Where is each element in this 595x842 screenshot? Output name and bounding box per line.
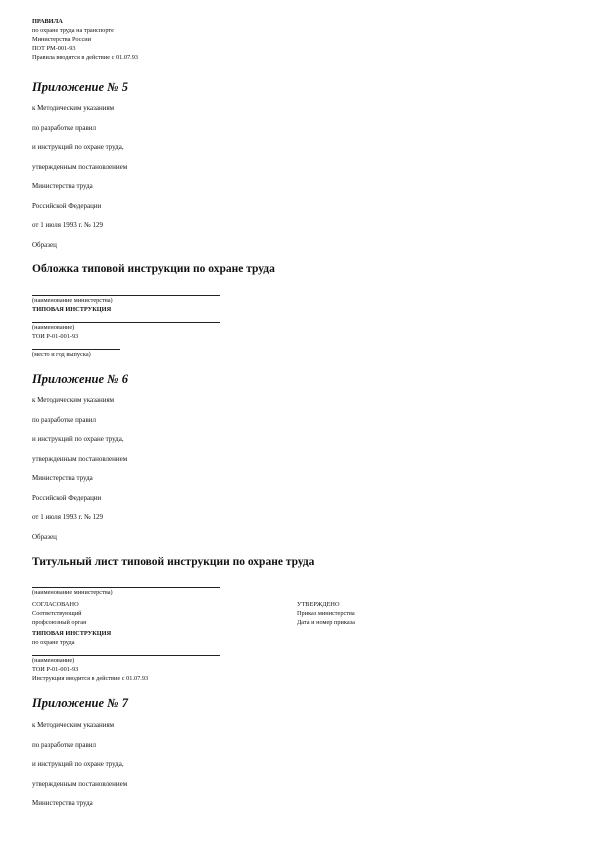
appendix-basis-line: к Методическим указаниям <box>32 396 115 404</box>
form-caption: (наименование) <box>32 324 75 331</box>
form-doc-type: ТИПОВАЯ ИНСТРУКЦИЯ <box>32 306 112 313</box>
appendix-basis-line: Министерства труда <box>32 474 93 482</box>
appendix-basis-line: утвержденным постановлением <box>32 780 128 788</box>
appendix-basis-line: к Методическим указаниям <box>32 721 115 729</box>
form-rule <box>32 295 220 296</box>
agreed-label: СОГЛАСОВАНО <box>32 601 79 608</box>
appendix-basis-line: утвержденным постановлением <box>32 163 128 171</box>
header-line: Министерства России <box>32 36 91 43</box>
agreed-line: профсоюзный орган <box>32 619 87 626</box>
approved-line: Приказ министерства <box>297 610 355 617</box>
form-effective: Инструкция вводится в действие с 01.07.93 <box>32 675 149 682</box>
sample-label: Образец <box>32 241 57 249</box>
form-caption: (наименование министерства) <box>32 589 113 596</box>
appendix-basis-line: по разработке правил <box>32 124 96 132</box>
appendix-title: Приложение № 7 <box>32 696 128 710</box>
appendix-basis-line: Министерства труда <box>32 799 93 807</box>
section-heading: Титульный лист типовой инструкции по охране труда <box>32 556 315 568</box>
appendix-basis-line: по разработке правил <box>32 416 96 424</box>
header-line: Правила вводятся в действие с 01.07.93 <box>32 54 138 61</box>
form-rule <box>32 349 120 350</box>
appendix-basis-line: Российской Федерации <box>32 494 102 502</box>
form-code: ТОИ Р-01-001-93 <box>32 666 79 673</box>
appendix-basis-line: и инструкций по охране труда, <box>32 760 124 768</box>
appendix-basis-line: и инструкций по охране труда, <box>32 435 124 443</box>
appendix-basis-line: Российской Федерации <box>32 202 102 210</box>
agreed-line: Соответствующий <box>32 610 82 617</box>
appendix-title: Приложение № 5 <box>32 80 128 94</box>
appendix-basis-line: от 1 июля 1993 г. № 129 <box>32 221 103 229</box>
approved-label: УТВЕРЖДЕНО <box>297 601 340 608</box>
header-line: по охране труда на транспорте <box>32 27 114 34</box>
appendix-basis-line: Министерства труда <box>32 182 93 190</box>
appendix-basis-line: и инструкций по охране труда, <box>32 143 124 151</box>
form-caption: (место и год выпуска) <box>32 351 91 358</box>
appendix-title: Приложение № 6 <box>32 372 128 386</box>
appendix-basis-line: от 1 июля 1993 г. № 129 <box>32 513 103 521</box>
approved-line: Дата и номер приказа <box>297 619 355 626</box>
header-line: ПОТ РМ-001-93 <box>32 45 76 52</box>
form-subject: по охране труда <box>32 639 75 646</box>
form-code: ТОИ Р-01-001-93 <box>32 333 79 340</box>
form-rule <box>32 322 220 323</box>
form-caption: (наименование) <box>32 657 75 664</box>
sample-label: Образец <box>32 533 57 541</box>
appendix-basis-line: к Методическим указаниям <box>32 104 115 112</box>
form-doc-type: ТИПОВАЯ ИНСТРУКЦИЯ <box>32 630 112 637</box>
header-title: ПРАВИЛА <box>32 18 63 25</box>
appendix-basis-line: утвержденным постановлением <box>32 455 128 463</box>
form-rule <box>32 587 220 588</box>
appendix-basis-line: по разработке правил <box>32 741 96 749</box>
section-heading: Обложка типовой инструкции по охране труда <box>32 263 275 275</box>
form-rule <box>32 655 220 656</box>
form-caption: (наименование министерства) <box>32 297 113 304</box>
